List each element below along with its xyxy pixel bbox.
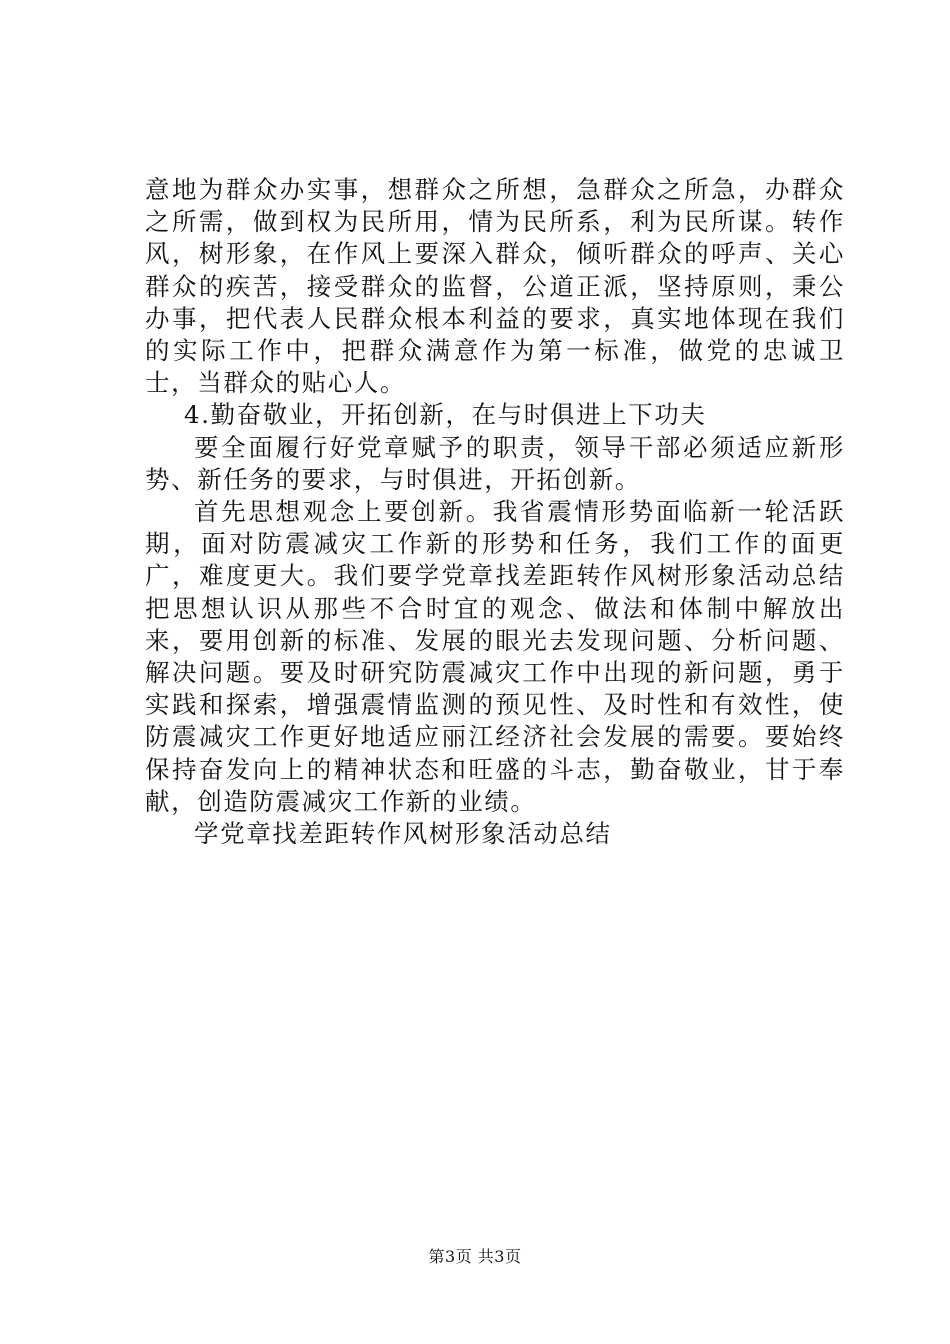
paragraph-requirements: 要全面履行好党章赋予的职责，领导干部必须适应新形势、新任务的要求，与时俱进，开拓创新。: [145, 432, 845, 494]
document-body: [145, 174, 845, 850]
page-footer: 第3页 共3页: [428, 1247, 522, 1266]
section-heading: 4.勤奋敬业，开拓创新，在与时俱进上下功夫: [184, 400, 707, 430]
paragraph-title-repeat: 学党章找差距转作风树形象活动总结: [194, 819, 612, 849]
paragraph-continuation: 意地为群众办实事，想群众之所想，急群众之所急，办群众之所需，做到权为民所用，情为民所系，利为民所谋。转作风，树形象，在作风上要深入群众，倾听群众的呼声、关心群众的疾苦，接受群众的监督，公道正派，坚持原则，秉公办事，把代表人民群众根本利益的要求，真实地体现在我们的实际工作中，把群众满意作为第一标准，做党的忠诚卫士，当群众的贴心人。: [145, 175, 845, 398]
paragraph-innovation: 首先思想观念上要创新。我省震情形势面临新一轮活跃期，面对防震减灾工作新的形势和任务，我们工作的面更广，难度更大。我们要学党章找差距转作风树形象活动总结把思想认识从那些不合时宜的观念、做法和体制中解放出来，要用创新的标准、发展的眼光去发现问题、分析问题、解决问题。要及时研究防震减灾工作中出现的新问题，勇于实践和探索，增强震情监测的预见性、及时性和有效性，使防震减灾工作更好地适应丽江经济社会发展的需要。要始终保持奋发向上的精神状态和旺盛的斗志，勤奋敬业，甘于奉献，创造防震减灾工作新的业绩。: [145, 497, 845, 816]
